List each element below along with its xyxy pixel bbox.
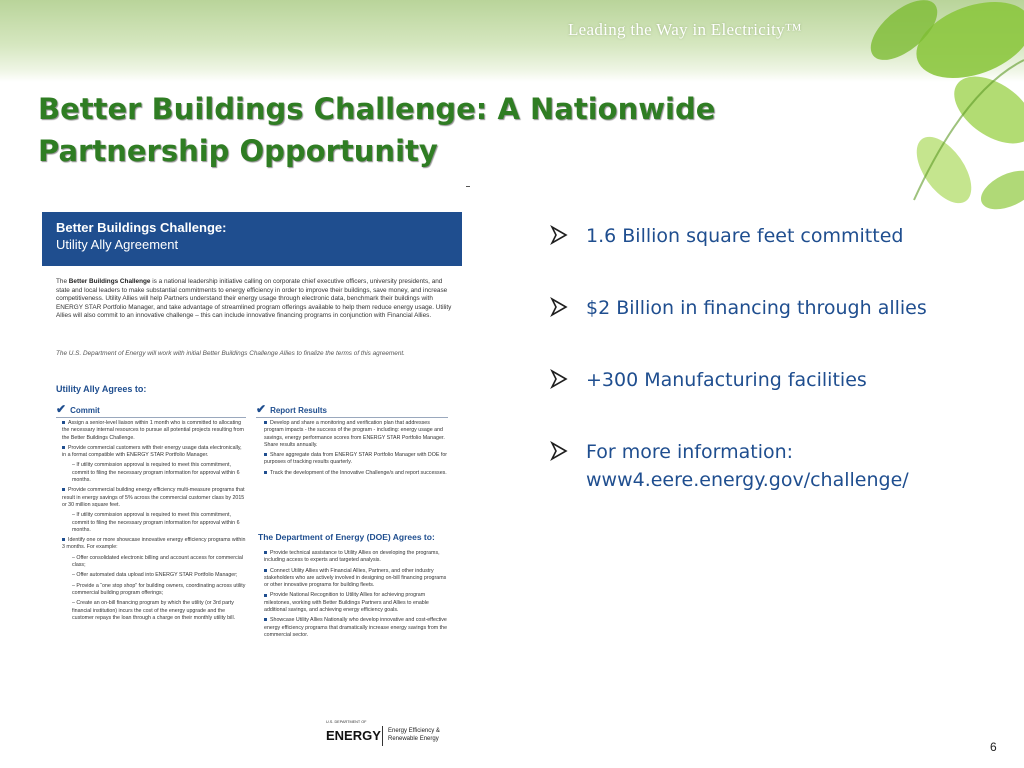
list-item: – If utility commission approval is required to meet this commitment, commit to filing the necessary program information for approval within 6 months.	[72, 512, 240, 533]
document-intro	[56, 278, 452, 321]
leaves-decoration	[784, 0, 1024, 230]
checkmark-icon: ✔	[56, 402, 67, 416]
list-item: – If utility commission approval is required to meet this commitment, commit to filing the necessary program information for approval within 6 months.	[72, 462, 240, 484]
bullet-text: $2 Billion in financing through allies	[586, 297, 927, 319]
bullet-item	[548, 366, 1018, 394]
bullet-item	[548, 438, 1018, 494]
slide-title	[38, 88, 738, 172]
list-item: – Provide a “one stop shop” for building owners, coordinating across utility commercial building program offerings;	[72, 582, 246, 596]
arrow-bullet-icon	[550, 297, 568, 317]
list-item: Track the development of the Innovative Challenge/s and report successes.	[264, 470, 448, 477]
report-heading	[256, 402, 448, 418]
bullet-item	[548, 222, 1018, 250]
arrow-bullet-icon	[550, 369, 568, 389]
list-item: Develop and share a monitoring and verification plan that addresses program impacts - the success of the program - including: energy usage and savings, energy performance scores from ENERGY STAR Portfolio Manager. Share results annually.	[264, 420, 445, 448]
doe-title: The Department of Energy (DOE) Agrees to:	[258, 532, 435, 542]
list-item: Showcase Utility Allies Nationally who develop innovative and cost-effective energy efficiency programs that dramatically increase energy savings from the commercial sector.	[264, 617, 448, 638]
bullet-text: +300 Manufacturing facilities	[586, 369, 867, 391]
bullet-text: 1.6 Billion square feet committed	[586, 225, 904, 247]
commit-list	[62, 420, 246, 625]
list-item: Provide National Recognition to Utility Allies for achieving program milestones, working with Better Buildings Partners and Allies to enable additional savings, and achieving energy efficiency goals.	[264, 592, 429, 614]
report-list	[264, 420, 448, 480]
document-note: The U.S. Department of Energy will work with initial Better Buildings Challenge Allies to finalize the terms of this agreement.	[56, 350, 405, 357]
document-heading: Better Buildings Challenge:	[56, 220, 227, 235]
agreement-document-thumbnail	[42, 212, 462, 746]
document-header	[42, 212, 462, 266]
bullet-list	[548, 222, 1018, 538]
report-heading-label: Report Results	[270, 406, 327, 415]
list-item: – Offer consolidated electronic billing and account access for commercial class;	[72, 554, 243, 569]
list-item: – Create an on-bill financing program by which the utility (or 3rd party financial institution) incurs the cost of the energy upgrade and the customer repays the loan through a charge on their monthly utility bill.	[72, 600, 236, 621]
list-item: Connect Utility Allies with Financial Allies, Partners, and other industry stakeholders who are actively involved in designing on-bill financing programs or other innovative programs for building fleets.	[264, 567, 447, 589]
bullet-item	[548, 294, 1018, 322]
doe-list	[264, 550, 448, 642]
challenge-url-link[interactable]: www4.eere.energy.gov/challenge/	[586, 469, 909, 491]
arrow-bullet-icon	[550, 441, 568, 461]
logo-divider	[382, 726, 383, 746]
agrees-title: Utility Ally Agrees to:	[56, 384, 147, 394]
list-item: – Offer automated data upload into ENERGY STAR Portfolio Manager;	[72, 572, 238, 579]
logo-dept-text: U.S. DEPARTMENT OF	[326, 720, 367, 724]
arrow-bullet-icon	[550, 225, 568, 245]
logo-energy-text: ENERGY	[326, 728, 381, 743]
list-item: Provide commercial building energy efficiency multi-measure programs that result in energy savings of 5% across the commercial customer class by 2015 or 30 million square feet.	[62, 487, 245, 508]
commit-heading-label: Commit	[70, 406, 100, 415]
doe-energy-logo	[326, 720, 462, 746]
intro-rest: is a national leadership initiative calling on corporate chief executive officers, university presidents, and state and local leaders to make substantial commitments to energy efficiency in order to improve their buildings, save money, and increase competitiveness. Utility Allies will help Partners understand their energy usage through electronic data, benchmark their buildings with ENERGY STAR Portfolio Manager, and take advantage of streamlined program offerings available to help them reduce energy usage. Utility Allies will also commit to an innovative challenge – this can include innovative financing programs in conjunction with Financial Allies.	[56, 278, 452, 320]
title-line-2: Partnership Opportunity	[38, 134, 438, 168]
list-item: Provide commercial customers with their energy usage data electronically, in a format compatible with ENERGY STAR Portfolio Manager.	[62, 444, 242, 459]
header-tagline: Leading the Way in Electricity™	[568, 20, 802, 39]
list-item: Identify one or more showcase innovative energy efficiency programs within 3 months. For example:	[62, 537, 246, 551]
list-item: Share aggregate data from ENERGY STAR Portfolio Manager with DOE for purposes of tracking results quarterly.	[264, 452, 448, 466]
bullet-text: For more information:	[586, 441, 794, 463]
small-tick-mark	[466, 186, 470, 187]
commit-heading	[56, 402, 246, 418]
logo-eere-text: Energy Efficiency & Renewable Energy	[388, 728, 440, 742]
intro-pre: The	[56, 278, 69, 285]
document-subheading: Utility Ally Agreement	[56, 237, 179, 252]
intro-bold: Better Buildings Challenge	[68, 278, 151, 285]
title-line-1: Better Buildings Challenge: A Nationwide	[38, 92, 716, 126]
list-item: Assign a senior-level liaison within 1 month who is committed to allocating the necessary internal resources to pursue all potential projects resulting from the Better Buildings Challenge.	[62, 420, 244, 441]
list-item: Provide technical assistance to Utility Allies on developing the programs, including access to experts and targeted analysis.	[264, 550, 440, 564]
page-number: 6	[990, 740, 997, 754]
checkmark-icon: ✔	[256, 402, 267, 416]
